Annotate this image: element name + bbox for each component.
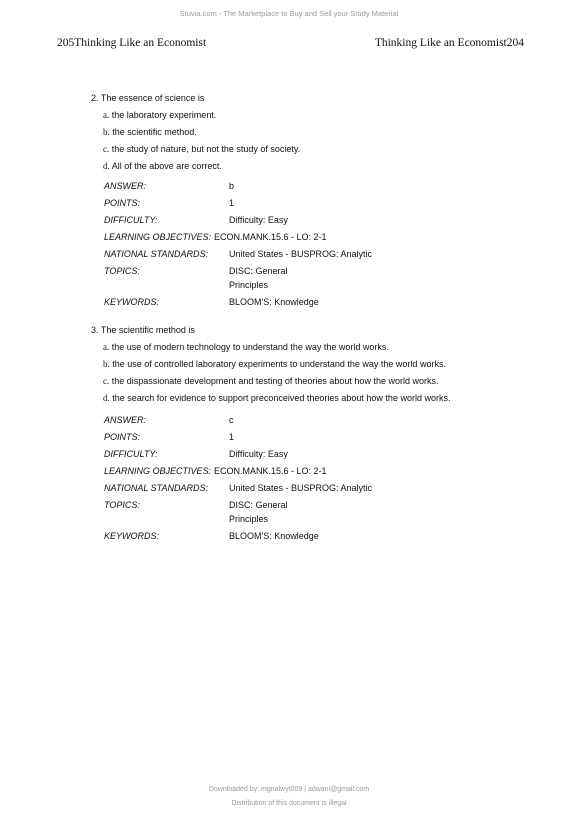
question-stem: 3. The scientific method is [91,325,195,335]
keywords-value: BLOOM'S: Knowledge [229,530,319,541]
national-standards-value: United States - BUSPROG: Analytic [229,249,373,259]
difficulty-label: DIFFICULTY: [104,449,158,459]
points-label: POINTS: [104,432,141,442]
topics-label: TOPICS: [104,266,140,276]
answer-label: ANSWER: [104,415,147,425]
question-stem: 2. The essence of science is [91,93,205,103]
option-a: a. the use of modern technology to understand the way the world works. [103,342,389,352]
national-standards-value: United States - BUSPROG: Analytic [229,483,373,493]
learning-objectives-value: ECON.MANK.15.6 - LO: 2-1 [214,466,327,476]
national-standards-label: NATIONAL STANDARDS: [104,249,209,259]
download-watermark: Downloaded by: mgnalwyt009 | adwani@gmail.com [208,786,370,793]
question-2 [91,90,300,175]
question-3-metadata [104,412,372,545]
question-2-metadata [104,178,372,311]
stuvia-watermark: Stuvia.com - The Marketplace to Buy and Sell your Study Material [179,9,399,18]
topics-label: TOPICS: [104,500,140,510]
topics-value: DISC: General Principles [229,266,288,290]
keywords-label: KEYWORDS: [104,530,160,541]
difficulty-value: Difficulty: Easy [229,215,288,225]
national-standards-label: NATIONAL STANDARDS: [104,483,209,493]
option-b: b. the scientific method. [103,127,197,137]
answer-label: ANSWER: [104,181,147,191]
option-d: d. All of the above are correct. [103,161,222,171]
points-label: POINTS: [104,198,141,208]
learning-objectives-label: LEARNING OBJECTIVES: [104,466,212,476]
running-header-right: Thinking Like an Economist204 [374,37,524,49]
answer-value: b [229,181,235,191]
difficulty-value: Difficulty: Easy [229,449,288,459]
points-value: 1 [229,432,235,442]
option-c: c. the dispassionate development and testing of theories about how the world works. [103,376,439,386]
option-b: b. the use of controlled laboratory experiments to understand the way the world works. [103,359,446,369]
keywords-label: KEYWORDS: [104,296,160,307]
learning-objectives-label: LEARNING OBJECTIVES: [104,232,212,242]
option-a: a. the laboratory experiment. [103,110,217,120]
running-header-left: 205Thinking Like an Economist [57,37,207,49]
answer-value: c [229,415,234,425]
topics-value: DISC: General Principles [229,500,288,524]
learning-objectives-value: ECON.MANK.15.6 - LO: 2-1 [214,232,327,242]
keywords-value: BLOOM'S: Knowledge [229,296,319,307]
difficulty-label: DIFFICULTY: [104,215,158,225]
option-c: c. the study of nature, but not the study of society. [103,144,301,154]
distribution-notice: Distribution of this document is illegal [231,800,347,807]
points-value: 1 [229,198,235,208]
option-d: d. the search for evidence to support preconceived theories about how the world works. [103,393,451,403]
question-3 [91,322,450,407]
